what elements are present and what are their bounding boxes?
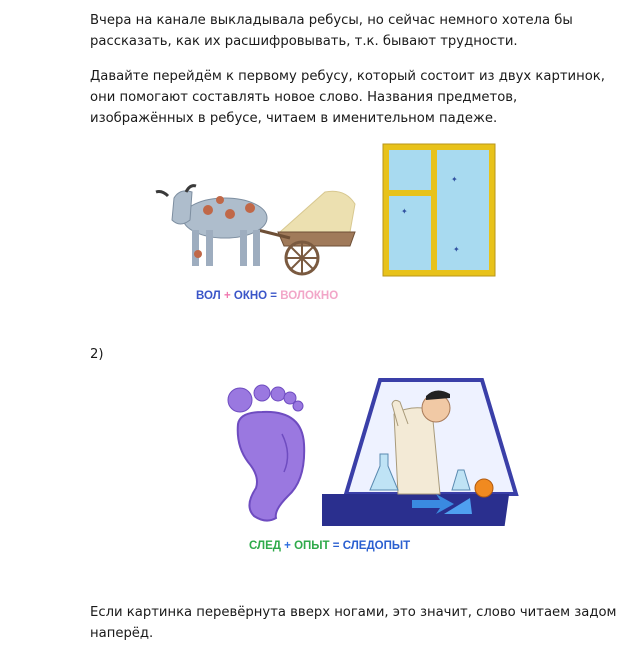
rebus-1-equation: [196, 290, 338, 302]
rebus-2-answer: СЛЕДОПЫТ: [342, 540, 411, 552]
rebus-2-equation: [249, 540, 410, 552]
rebus-2-plus: +: [284, 540, 291, 552]
rebus-2-word-a: СЛЕД: [249, 540, 281, 552]
closing-paragraph: Если картинка перевёрнута вверх ногами, это значит, слово читаем задом наперёд.: [90, 605, 617, 641]
window-image: [381, 142, 497, 278]
rebus-1-answer: ВОЛОКНО: [280, 290, 339, 302]
rebus-1-word-b: ОКНО: [233, 290, 268, 302]
explanation-paragraph: Давайте перейдём к первому ребусу, который состоит из двух картинок, они помогают составлять новое слово. Названия предметов, изображённых в ребусе, читаем в именительном падеже.: [90, 69, 605, 126]
rebus-1-plus: +: [223, 290, 231, 302]
rebus-2-equals: =: [332, 540, 340, 552]
intro-paragraph: Вчера на канале выкладывала ребусы, но сейчас немного хотела бы рассказать, как их расшифровывать, т.к. бывают трудности.: [90, 13, 573, 49]
scientist-lab-image: [322, 374, 534, 530]
rebus-2-number: 2): [90, 347, 104, 362]
svg-text:✦: ✦: [401, 207, 408, 216]
hay-load: [280, 191, 355, 232]
svg-text:✦: ✦: [451, 175, 458, 184]
rebus-1-word-a: ВОЛ: [196, 290, 221, 302]
footprint-image: [226, 384, 310, 526]
ox-cart-image: [150, 180, 360, 280]
svg-text:✦: ✦: [453, 245, 460, 254]
rebus-2-word-b: ОПЫТ: [294, 540, 330, 552]
rebus-1-equals: =: [270, 290, 278, 302]
